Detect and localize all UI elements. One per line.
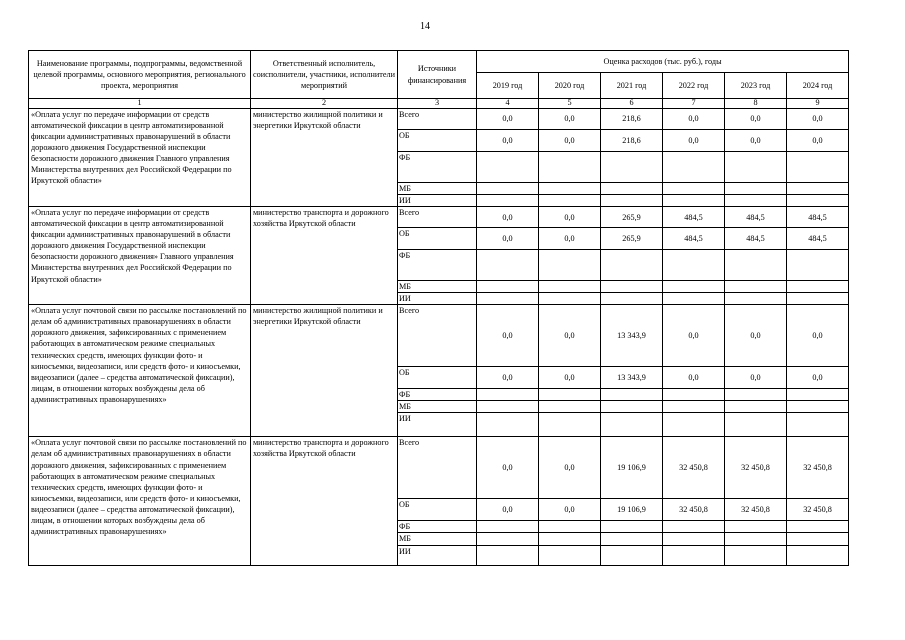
- cost-value: [601, 401, 663, 413]
- cost-value: 32 450,8: [663, 499, 725, 521]
- cost-value: 0,0: [725, 109, 787, 130]
- cost-value: 0,0: [787, 367, 849, 389]
- cost-value: 484,5: [787, 228, 849, 250]
- cost-value: [539, 389, 601, 401]
- cost-value: [539, 281, 601, 293]
- executor: министерство транспорта и дорожного хозяйства Иркутской области: [251, 437, 398, 565]
- cost-value: [787, 413, 849, 437]
- cost-value: 0,0: [539, 228, 601, 250]
- cost-value: 0,0: [663, 130, 725, 152]
- cost-value: [539, 195, 601, 207]
- header-name: Наименование программы, подпрограммы, ведомственной целевой программы, основного мероприятия, регионального проекта, мероприятия: [29, 51, 251, 99]
- cost-value: 0,0: [725, 305, 787, 367]
- cost-value: 0,0: [477, 207, 539, 228]
- cost-value: 0,0: [477, 109, 539, 130]
- cost-value: [601, 389, 663, 401]
- cost-value: [725, 293, 787, 305]
- cost-value: [539, 521, 601, 533]
- cost-value: [663, 293, 725, 305]
- cost-value: [787, 195, 849, 207]
- cost-value: 0,0: [663, 109, 725, 130]
- cost-value: [787, 401, 849, 413]
- funding-source: ФБ: [398, 250, 477, 281]
- measure-name: «Оплата услуг по передаче информации от средств автоматической фиксации в центр автоматизированной фиксации административных правонарушений в области дорожного движения Государственной инспекции безопасности дорожного движения Главного управления Министерства внутренних дел Российской Федерации по Иркутской области»: [29, 109, 251, 207]
- cost-value: [539, 250, 601, 281]
- funding-source: ОБ: [398, 367, 477, 389]
- page-number: 14: [420, 21, 430, 32]
- cost-value: [477, 545, 539, 565]
- cost-value: [787, 545, 849, 565]
- cost-value: 32 450,8: [663, 437, 725, 499]
- cost-value: 0,0: [539, 499, 601, 521]
- cost-value: [477, 183, 539, 195]
- funding-source: Всего: [398, 305, 477, 367]
- column-number: 8: [725, 99, 787, 109]
- cost-value: 265,9: [601, 207, 663, 228]
- funding-source: ФБ: [398, 152, 477, 183]
- cost-value: 0,0: [477, 367, 539, 389]
- cost-value: [725, 195, 787, 207]
- cost-value: [725, 521, 787, 533]
- cost-value: [725, 250, 787, 281]
- cost-value: 218,6: [601, 109, 663, 130]
- table-row: [29, 437, 849, 499]
- cost-value: [725, 413, 787, 437]
- table-row: [29, 207, 849, 228]
- cost-value: 265,9: [601, 228, 663, 250]
- cost-value: 0,0: [539, 367, 601, 389]
- cost-value: [601, 413, 663, 437]
- cost-value: 0,0: [539, 305, 601, 367]
- cost-value: [787, 250, 849, 281]
- measure-name: «Оплата услуг почтовой связи по рассылке постановлений по делам об административных правонарушениях в области дорожного движения, зафиксированных с применением работающих в автоматическом режиме специальных технических средств, имеющих функции фото- и киносъемки, видеозаписи, или средств фото- и киносъемки, видеозаписи (далее – средства автоматической фиксации), лицам, в отношении которых возбуждены дела об административных правонарушениях»: [29, 437, 251, 565]
- cost-value: [539, 183, 601, 195]
- column-number: 5: [539, 99, 601, 109]
- header-costs: Оценка расходов (тыс. руб.), годы: [477, 51, 849, 73]
- cost-value: [601, 152, 663, 183]
- cost-value: [663, 183, 725, 195]
- cost-value: [725, 389, 787, 401]
- cost-value: 0,0: [477, 130, 539, 152]
- funding-source: Всего: [398, 437, 477, 499]
- executor: министерство транспорта и дорожного хозяйства Иркутской области: [251, 207, 398, 305]
- cost-value: [539, 401, 601, 413]
- cost-value: 13 343,9: [601, 305, 663, 367]
- header-year: 2020 год: [539, 73, 601, 99]
- cost-value: [725, 183, 787, 195]
- executor: министерство жилищной политики и энергетики Иркутской области: [251, 109, 398, 207]
- table-row: [29, 109, 849, 130]
- funding-source: МБ: [398, 183, 477, 195]
- cost-value: [725, 533, 787, 545]
- column-number: 7: [663, 99, 725, 109]
- cost-value: [477, 533, 539, 545]
- cost-value: [477, 413, 539, 437]
- cost-value: [601, 545, 663, 565]
- cost-value: 0,0: [663, 367, 725, 389]
- cost-value: [539, 152, 601, 183]
- cost-value: 0,0: [787, 305, 849, 367]
- header-source: Источники финансирования: [398, 51, 477, 99]
- cost-value: [787, 521, 849, 533]
- cost-value: [787, 152, 849, 183]
- cost-value: [787, 389, 849, 401]
- cost-value: 32 450,8: [725, 437, 787, 499]
- expenditure-table: [28, 50, 849, 566]
- cost-value: [539, 545, 601, 565]
- funding-source: ИИ: [398, 413, 477, 437]
- measure-name: «Оплата услуг почтовой связи по рассылке постановлений по делам об административных правонарушениях в области дорожного движения, зафиксированных с применением работающих в автоматическом режиме специальных технических средств, имеющих функции фото- и киносъемки, видеозаписи, или средств фото- и киносъемки, видеозаписи (далее – средства автоматической фиксации), лицам, в отношении которых возбуждены дела об административных правонарушениях»: [29, 305, 251, 437]
- cost-value: 484,5: [787, 207, 849, 228]
- header-executor: Ответственный исполнитель, соисполнители, участники, исполнители мероприятий: [251, 51, 398, 99]
- column-number-row: [29, 99, 849, 109]
- cost-value: [477, 389, 539, 401]
- cost-value: [601, 533, 663, 545]
- cost-value: [663, 521, 725, 533]
- cost-value: [787, 533, 849, 545]
- cost-value: [477, 152, 539, 183]
- cost-value: 32 450,8: [725, 499, 787, 521]
- funding-source: ОБ: [398, 228, 477, 250]
- column-number: 2: [251, 99, 398, 109]
- cost-value: [663, 533, 725, 545]
- cost-value: [725, 401, 787, 413]
- cost-value: [663, 545, 725, 565]
- funding-source: ФБ: [398, 389, 477, 401]
- funding-source: Всего: [398, 109, 477, 130]
- cost-value: 0,0: [725, 130, 787, 152]
- funding-source: ОБ: [398, 130, 477, 152]
- cost-value: [725, 152, 787, 183]
- funding-source: ИИ: [398, 293, 477, 305]
- cost-value: 484,5: [725, 228, 787, 250]
- funding-source: Всего: [398, 207, 477, 228]
- cost-value: [539, 293, 601, 305]
- cost-value: [725, 281, 787, 293]
- cost-value: 484,5: [725, 207, 787, 228]
- cost-value: [663, 250, 725, 281]
- cost-value: 0,0: [539, 207, 601, 228]
- cost-value: 0,0: [477, 305, 539, 367]
- cost-value: 484,5: [663, 207, 725, 228]
- cost-value: [477, 195, 539, 207]
- executor: министерство жилищной политики и энергетики Иркутской области: [251, 305, 398, 437]
- table-row: [29, 305, 849, 367]
- column-number: 9: [787, 99, 849, 109]
- cost-value: 0,0: [539, 130, 601, 152]
- funding-source: МБ: [398, 281, 477, 293]
- funding-source: ИИ: [398, 545, 477, 565]
- funding-source: МБ: [398, 533, 477, 545]
- cost-value: [477, 293, 539, 305]
- cost-value: [601, 183, 663, 195]
- cost-value: [477, 521, 539, 533]
- cost-value: [663, 389, 725, 401]
- cost-value: [787, 293, 849, 305]
- cost-value: [601, 293, 663, 305]
- funding-source: ИИ: [398, 195, 477, 207]
- cost-value: [787, 183, 849, 195]
- cost-value: [663, 152, 725, 183]
- cost-value: 0,0: [663, 305, 725, 367]
- cost-value: [539, 413, 601, 437]
- cost-value: [539, 533, 601, 545]
- cost-value: [477, 281, 539, 293]
- header-year: 2021 год: [601, 73, 663, 99]
- cost-value: 0,0: [539, 437, 601, 499]
- cost-value: [601, 281, 663, 293]
- cost-value: 484,5: [663, 228, 725, 250]
- cost-value: 13 343,9: [601, 367, 663, 389]
- cost-value: 0,0: [477, 499, 539, 521]
- cost-value: [663, 401, 725, 413]
- column-number: 1: [29, 99, 251, 109]
- column-number: 3: [398, 99, 477, 109]
- cost-value: 0,0: [477, 228, 539, 250]
- cost-value: [725, 545, 787, 565]
- cost-value: 19 106,9: [601, 499, 663, 521]
- cost-value: [787, 281, 849, 293]
- cost-value: [663, 413, 725, 437]
- header-year: 2022 год: [663, 73, 725, 99]
- funding-source: ФБ: [398, 521, 477, 533]
- cost-value: 0,0: [539, 109, 601, 130]
- cost-value: [663, 281, 725, 293]
- cost-value: 0,0: [477, 437, 539, 499]
- cost-value: 32 450,8: [787, 499, 849, 521]
- funding-source: МБ: [398, 401, 477, 413]
- cost-value: [663, 195, 725, 207]
- header-year: 2023 год: [725, 73, 787, 99]
- cost-value: [601, 250, 663, 281]
- header-year: 2024 год: [787, 73, 849, 99]
- cost-value: 0,0: [787, 109, 849, 130]
- header-year: 2019 год: [477, 73, 539, 99]
- cost-value: [477, 401, 539, 413]
- cost-value: 19 106,9: [601, 437, 663, 499]
- measure-name: «Оплата услуг по передаче информации от средств автоматической фиксации в центр автоматизированной фиксации административных правонарушений в области дорожного движения Государственной инспекции безопасности дорожного движения» Главного управления Министерства внутренних дел Российской Федерации по Иркутской области»: [29, 207, 251, 305]
- funding-source: ОБ: [398, 499, 477, 521]
- cost-value: [477, 250, 539, 281]
- cost-value: 0,0: [787, 130, 849, 152]
- column-number: 6: [601, 99, 663, 109]
- cost-value: [601, 521, 663, 533]
- column-number: 4: [477, 99, 539, 109]
- cost-value: [601, 195, 663, 207]
- cost-value: 218,6: [601, 130, 663, 152]
- cost-value: 0,0: [725, 367, 787, 389]
- cost-value: 32 450,8: [787, 437, 849, 499]
